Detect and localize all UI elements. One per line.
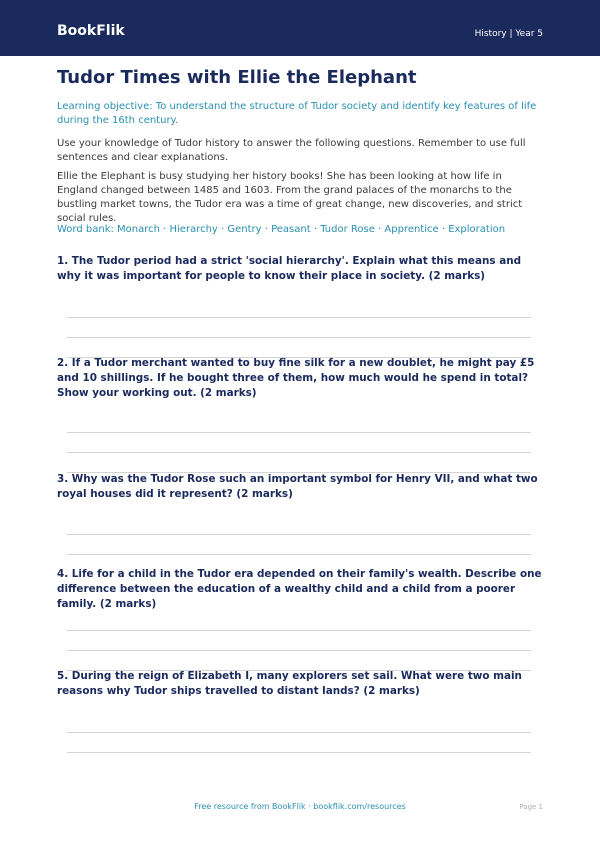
question-4 bbox=[57, 567, 543, 612]
learning-objective: Learning objective: To understand the structure of Tudor society and identify key features of life during the 16th century. bbox=[57, 101, 537, 126]
page-title: Tudor Times with Ellie the Elephant bbox=[57, 67, 417, 88]
answer-line[interactable] bbox=[67, 752, 531, 753]
question-1 bbox=[57, 254, 543, 284]
answer-line[interactable] bbox=[67, 554, 531, 555]
intro-paragraph: Ellie the Elephant is busy studying her history books! She has been looking at how life in England changed between 1485 and 1603. From the grand palaces of the monarchs to the bustling market towns, the Tudor era was a time of great change, new discoveries, and strict social rules. bbox=[57, 171, 523, 224]
question-5 bbox=[57, 669, 543, 699]
answer-line[interactable] bbox=[67, 732, 531, 733]
question-text: 3. Why was the Tudor Rose such an important symbol for Henry VII, and what two royal houses did it represent? (2 marks) bbox=[57, 473, 538, 500]
subject-year-label: History | Year 5 bbox=[474, 29, 543, 39]
question-text: 2. If a Tudor merchant wanted to buy fine silk for a new doublet, he might pay £5 and 10 shillings. If he bought three of them, how much would he spend in total? Show your working out. (2 marks) bbox=[57, 357, 535, 399]
worksheet-intro bbox=[57, 66, 543, 235]
answer-line[interactable] bbox=[67, 432, 531, 433]
brand-logo: BookFlik bbox=[57, 23, 125, 39]
question-text: 5. During the reign of Elizabeth I, many explorers set sail. What were two main reasons why Tudor ships travelled to distant lands? (2 marks) bbox=[57, 670, 522, 697]
answer-line[interactable] bbox=[67, 452, 531, 453]
page-number: Page 1 bbox=[519, 803, 543, 811]
answer-line[interactable] bbox=[67, 534, 531, 535]
question-2 bbox=[57, 356, 543, 401]
answer-line[interactable] bbox=[67, 317, 531, 318]
answer-line[interactable] bbox=[67, 337, 531, 338]
answer-line[interactable] bbox=[67, 630, 531, 631]
question-3 bbox=[57, 472, 543, 502]
word-bank: Word bank: Monarch · Hierarchy · Gentry · Peasant · Tudor Rose · Apprentice · Exploration bbox=[57, 224, 506, 235]
page-header bbox=[0, 0, 600, 56]
question-text: 4. Life for a child in the Tudor era depended on their family's wealth. Describe one difference between the education of a wealthy child and a child from a poorer family. (2 marks) bbox=[57, 568, 542, 610]
instructions-text: Use your knowledge of Tudor history to answer the following questions. Remember to use full sentences and clear explanations. bbox=[57, 138, 526, 163]
footer-credit: Free resource from BookFlik · bookflik.com/resources bbox=[194, 802, 406, 811]
answer-line[interactable] bbox=[67, 650, 531, 651]
question-text: 1. The Tudor period had a strict 'social hierarchy'. Explain what this means and why it was important for people to know their place in society. (2 marks) bbox=[57, 255, 522, 282]
